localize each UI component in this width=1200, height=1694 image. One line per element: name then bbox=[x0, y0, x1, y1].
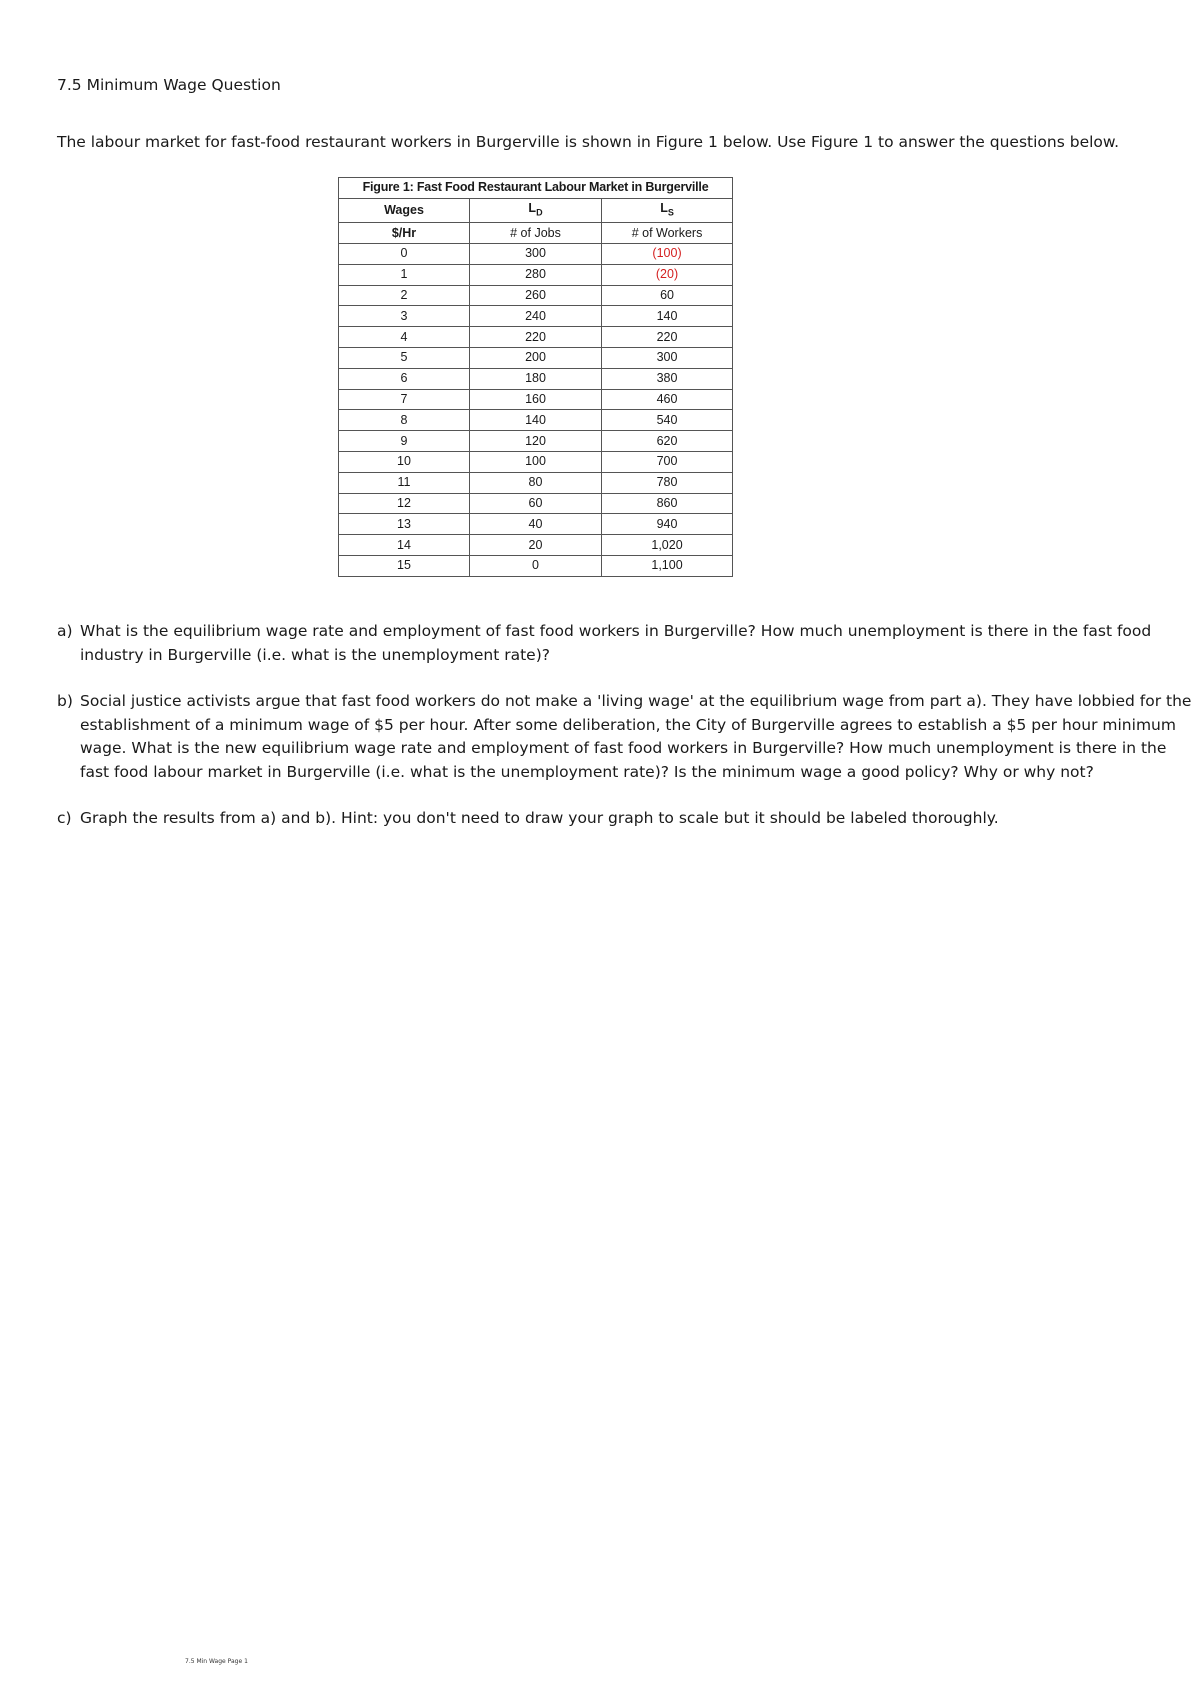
wage-cell: 10 bbox=[339, 452, 470, 473]
workers-cell: 1,020 bbox=[602, 535, 733, 556]
workers-cell: 140 bbox=[602, 306, 733, 327]
table-row bbox=[339, 493, 733, 514]
workers-cell: 540 bbox=[602, 410, 733, 431]
workers-cell: 620 bbox=[602, 431, 733, 452]
workers-cell: 460 bbox=[602, 389, 733, 410]
workers-cell: 700 bbox=[602, 452, 733, 473]
wage-cell: 7 bbox=[339, 389, 470, 410]
workers-cell: 940 bbox=[602, 514, 733, 535]
question-item bbox=[57, 620, 1197, 667]
page-footer: 7.5 Min Wage Page 1 bbox=[185, 1658, 248, 1665]
jobs-cell: 180 bbox=[470, 368, 602, 389]
question-label: b) bbox=[57, 692, 73, 710]
workers-cell: 60 bbox=[602, 285, 733, 306]
jobs-cell: 300 bbox=[470, 244, 602, 265]
jobs-cell: 200 bbox=[470, 348, 602, 369]
table-row bbox=[339, 431, 733, 452]
figure-1-table bbox=[338, 177, 733, 577]
table-row bbox=[339, 264, 733, 285]
table-row bbox=[339, 348, 733, 369]
wage-cell: 15 bbox=[339, 556, 470, 577]
wage-unit-header: $/Hr bbox=[339, 223, 470, 244]
question-label: a) bbox=[57, 622, 73, 640]
table-row bbox=[339, 556, 733, 577]
question-item bbox=[57, 807, 1197, 831]
workers-cell: 300 bbox=[602, 348, 733, 369]
jobs-cell: 40 bbox=[470, 514, 602, 535]
wage-cell: 4 bbox=[339, 327, 470, 348]
ls-label: $L_S$ bbox=[660, 200, 674, 218]
question-label: c) bbox=[57, 809, 72, 827]
wage-cell: 3 bbox=[339, 306, 470, 327]
jobs-cell: 60 bbox=[470, 493, 602, 514]
jobs-cell: 120 bbox=[470, 431, 602, 452]
intro-paragraph: The labour market for fast-food restaurant workers in Burgerville is shown in Figure 1 below. Use Figure 1 to answer the questions below. bbox=[57, 133, 1120, 151]
wage-cell: 5 bbox=[339, 348, 470, 369]
wage-cell: 2 bbox=[339, 285, 470, 306]
jobs-cell: 140 bbox=[470, 410, 602, 431]
table-row bbox=[339, 285, 733, 306]
jobs-cell: 260 bbox=[470, 285, 602, 306]
jobs-cell: 220 bbox=[470, 327, 602, 348]
table-row bbox=[339, 368, 733, 389]
jobs-cell: 280 bbox=[470, 264, 602, 285]
wages-header: Wages bbox=[339, 198, 470, 223]
wage-cell: 8 bbox=[339, 410, 470, 431]
table-row bbox=[339, 535, 733, 556]
wage-cell: 12 bbox=[339, 493, 470, 514]
workers-cell: 780 bbox=[602, 472, 733, 493]
wage-cell: 14 bbox=[339, 535, 470, 556]
table-row bbox=[339, 306, 733, 327]
workers-unit-header: # of Workers bbox=[602, 223, 733, 244]
table-row bbox=[339, 452, 733, 473]
wage-cell: 1 bbox=[339, 264, 470, 285]
ld-label: $L_D$ bbox=[528, 200, 543, 218]
table-row bbox=[339, 472, 733, 493]
table-row bbox=[339, 514, 733, 535]
wage-cell: 0 bbox=[339, 244, 470, 265]
workers-cell: 380 bbox=[602, 368, 733, 389]
page-title: 7.5 Minimum Wage Question bbox=[57, 76, 281, 94]
question-text: What is the equilibrium wage rate and employment of fast food workers in Burgerville? How much unemployment is there in the fast food industry in Burgerville (i.e. what is the unemployment rate)? bbox=[80, 622, 1152, 664]
table-row bbox=[339, 410, 733, 431]
workers-cell: 860 bbox=[602, 493, 733, 514]
labour-demand-header bbox=[470, 198, 602, 223]
workers-cell: 1,100 bbox=[602, 556, 733, 577]
table-row bbox=[339, 244, 733, 265]
jobs-cell: 100 bbox=[470, 452, 602, 473]
workers-cell: (20) bbox=[602, 264, 733, 285]
table-row bbox=[339, 389, 733, 410]
question-text: Social justice activists argue that fast food workers do not make a 'living wage' at the equilibrium wage from part a). They have lobbied for the establishment of a minimum wage of $5 per hour. After some deliberation, the City of Burgerville agrees to establish a $5 per hour minimum wage. What is the new equilibrium wage rate and employment of fast food workers in Burgerville? How much unemployment is there in the fast food labour market in Burgerville (i.e. what is the unemployment rate)? Is the minimum wage a good policy? Why or why not? bbox=[80, 692, 1192, 781]
jobs-cell: 20 bbox=[470, 535, 602, 556]
jobs-unit-header: # of Jobs bbox=[470, 223, 602, 244]
jobs-cell: 80 bbox=[470, 472, 602, 493]
jobs-cell: 160 bbox=[470, 389, 602, 410]
wage-cell: 9 bbox=[339, 431, 470, 452]
wage-cell: 6 bbox=[339, 368, 470, 389]
question-text: Graph the results from a) and b). Hint: you don't need to draw your graph to scale but it should be labeled thoroughly. bbox=[80, 809, 999, 827]
jobs-cell: 240 bbox=[470, 306, 602, 327]
jobs-cell: 0 bbox=[470, 556, 602, 577]
labour-supply-header bbox=[602, 198, 733, 223]
workers-cell: 220 bbox=[602, 327, 733, 348]
wage-cell: 13 bbox=[339, 514, 470, 535]
figure-table-body bbox=[339, 244, 733, 577]
question-list bbox=[57, 620, 1197, 854]
workers-cell: (100) bbox=[602, 244, 733, 265]
figure-caption: Figure 1: Fast Food Restaurant Labour Market in Burgerville bbox=[339, 178, 733, 199]
wage-cell: 11 bbox=[339, 472, 470, 493]
table-row bbox=[339, 327, 733, 348]
question-item bbox=[57, 690, 1197, 784]
